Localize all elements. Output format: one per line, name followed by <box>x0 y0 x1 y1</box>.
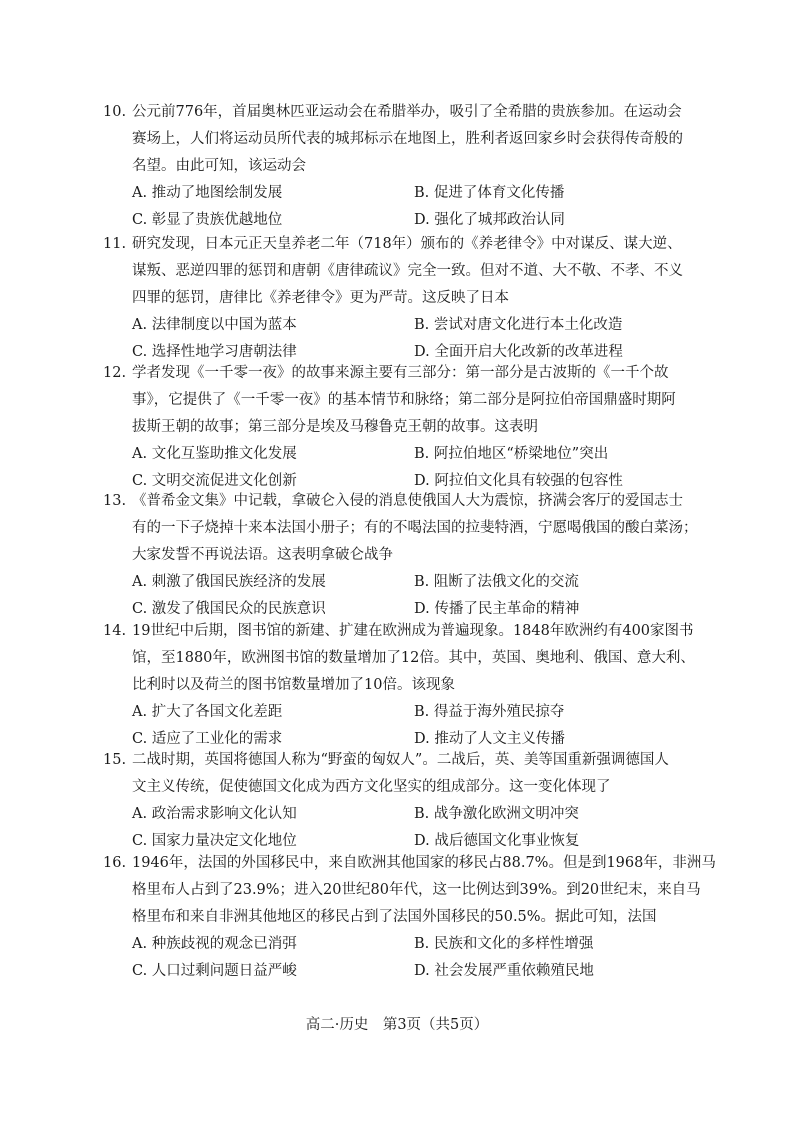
question-number: 13. <box>103 493 127 509</box>
option-b: B. 得益于海外殖民掠夺 <box>414 704 565 720</box>
stem-line: 四罪的惩罚，唐律比《养老律令》更为严苛。这反映了日本 <box>132 290 509 306</box>
question-stem <box>103 360 703 441</box>
stem-line: 馆，至1880年，欧洲图书馆的数量增加了12倍。其中，英国、奥地利、俄国、意大利、 <box>132 650 695 666</box>
option-a: A. 扩大了各国文化差距 <box>132 704 283 720</box>
question-stem <box>103 618 703 699</box>
option-a: A. 政治需求影响文化认知 <box>132 806 297 822</box>
stem-line: 比利时以及荷兰的图书馆数量增加了10倍。该现象 <box>132 677 455 693</box>
question-11 <box>103 231 703 366</box>
option-b: B. 战争激化欧洲文明冲突 <box>414 806 579 822</box>
option-b: B. 民族和文化的多样性增强 <box>414 936 594 952</box>
stem-line: 学者发现《一千零一夜》的故事来源主要有三部分：第一部分是古波斯的《一千个故 <box>132 365 669 381</box>
options-row <box>103 312 703 339</box>
stem-line: 大家发誓不再说法语。这表明拿破仑战争 <box>132 547 393 563</box>
stem-line: 事》，它提供了《一千零一夜》的基本情节和脉络；第二部分是阿拉伯帝国鼎盛时期阿 <box>132 392 676 408</box>
option-a: A. 文化互鉴助推文化发展 <box>132 446 297 462</box>
question-13 <box>103 488 703 623</box>
option-d: D. 推动了人文主义传播 <box>414 731 565 747</box>
question-15 <box>103 747 703 855</box>
question-stem <box>103 747 703 801</box>
options-row <box>103 207 703 234</box>
question-stem <box>103 99 703 180</box>
stem-line: 二战时期，英国将德国人称为“野蛮的匈奴人”。二战后，英、美等国重新强调德国人 <box>132 752 669 768</box>
question-stem <box>103 231 703 312</box>
question-stem <box>103 850 716 931</box>
option-c: C. 文明交流促进文化创新 <box>132 473 297 489</box>
option-a: A. 刺激了俄国民族经济的发展 <box>132 574 326 590</box>
stem-line: 《普希金文集》中记载，拿破仑入侵的消息使俄国人大为震惊，挤满会客厅的爱国志士 <box>132 493 683 509</box>
question-12 <box>103 360 703 495</box>
question-number: 16. <box>103 855 127 871</box>
question-stem <box>103 488 703 569</box>
question-number: 11. <box>103 236 127 252</box>
stem-line: 19世纪中后期，图书馆的新建、扩建在欧洲成为普遍现象。1848年欧洲约有400家图书 <box>132 623 694 639</box>
options-row <box>103 931 703 958</box>
stem-line: 研究发现，日本元正天皇养老二年（718年）颁布的《养老律令》中对谋反、谋大逆、 <box>132 236 682 252</box>
option-a: A. 种族歧视的观念已消弭 <box>132 936 297 952</box>
question-number: 12. <box>103 365 127 381</box>
option-c: C. 国家力量决定文化地位 <box>132 833 297 849</box>
page-footer: 高二·历史 第3页（共5页） <box>305 1017 489 1033</box>
option-a: A. 推动了地图绘制发展 <box>132 185 283 201</box>
option-b: B. 阻断了法俄文化的交流 <box>414 574 579 590</box>
option-b: B. 尝试对唐文化进行本土化改造 <box>414 317 623 333</box>
stem-line: 格里布和来自非洲其他地区的移民占到了法国外国移民的50.5%。据此可知，法国 <box>132 909 657 925</box>
stem-line: 赛场上，人们将运动员所代表的城邦标示在地图上，胜利者返回家乡时会获得传奇般的 <box>132 131 683 147</box>
stem-line: 谋叛、恶逆四罪的惩罚和唐朝《唐律疏议》完全一致。但对不道、大不敬、不孝、不义 <box>132 263 683 279</box>
option-d: D. 战后德国文化事业恢复 <box>414 833 580 849</box>
stem-line: 格里布人占到了23.9%；进入20世纪80年代，这一比例达到39%。到20世纪末，来自马 <box>132 882 701 898</box>
option-c: C. 激发了俄国民众的民族意识 <box>132 601 326 617</box>
question-14 <box>103 618 703 753</box>
stem-line: 有的一下子烧掉十来本法国小册子；有的不喝法国的拉斐特酒，宁愿喝俄国的酸白菜汤； <box>132 520 698 536</box>
option-b: B. 促进了体育文化传播 <box>414 185 565 201</box>
option-d: D. 传播了民主革命的精神 <box>414 601 580 617</box>
options-row <box>103 801 703 828</box>
options-row <box>103 699 703 726</box>
option-d: D. 全面开启大化改新的改革进程 <box>414 344 623 360</box>
option-c: C. 适应了工业化的需求 <box>132 731 283 747</box>
options-row <box>103 180 703 207</box>
stem-line: 名望。由此可知，该运动会 <box>132 158 306 174</box>
question-number: 10. <box>103 104 127 120</box>
option-c: C. 人口过剩问题日益严峻 <box>132 963 297 979</box>
option-c: C. 彰显了贵族优越地位 <box>132 212 283 228</box>
question-number: 14. <box>103 623 127 639</box>
stem-line: 1946年，法国的外国移民中，来自欧洲其他国家的移民占88.7%。但是到1968年，非洲马 <box>132 855 716 871</box>
option-a: A. 法律制度以中国为蓝本 <box>132 317 297 333</box>
options-row <box>103 958 703 985</box>
options-row <box>103 441 703 468</box>
stem-line: 拔斯王朝的故事；第三部分是埃及马穆鲁克王朝的故事。这表明 <box>132 419 538 435</box>
option-c: C. 选择性地学习唐朝法律 <box>132 344 297 360</box>
question-10 <box>103 99 703 234</box>
stem-line: 公元前776年，首届奥林匹亚运动会在希腊举办，吸引了全希腊的贵族参加。在运动会 <box>132 104 682 120</box>
option-d: D. 社会发展严重依赖殖民地 <box>414 963 594 979</box>
stem-line: 文主义传统，促使德国文化成为西方文化坚实的组成部分。这一变化体现了 <box>132 779 611 795</box>
question-number: 15. <box>103 752 127 768</box>
options-row <box>103 569 703 596</box>
question-16 <box>103 850 716 985</box>
option-b: B. 阿拉伯地区“桥梁地位”突出 <box>414 446 609 462</box>
option-d: D. 阿拉伯文化具有较强的包容性 <box>414 473 623 489</box>
option-d: D. 强化了城邦政治认同 <box>414 212 565 228</box>
